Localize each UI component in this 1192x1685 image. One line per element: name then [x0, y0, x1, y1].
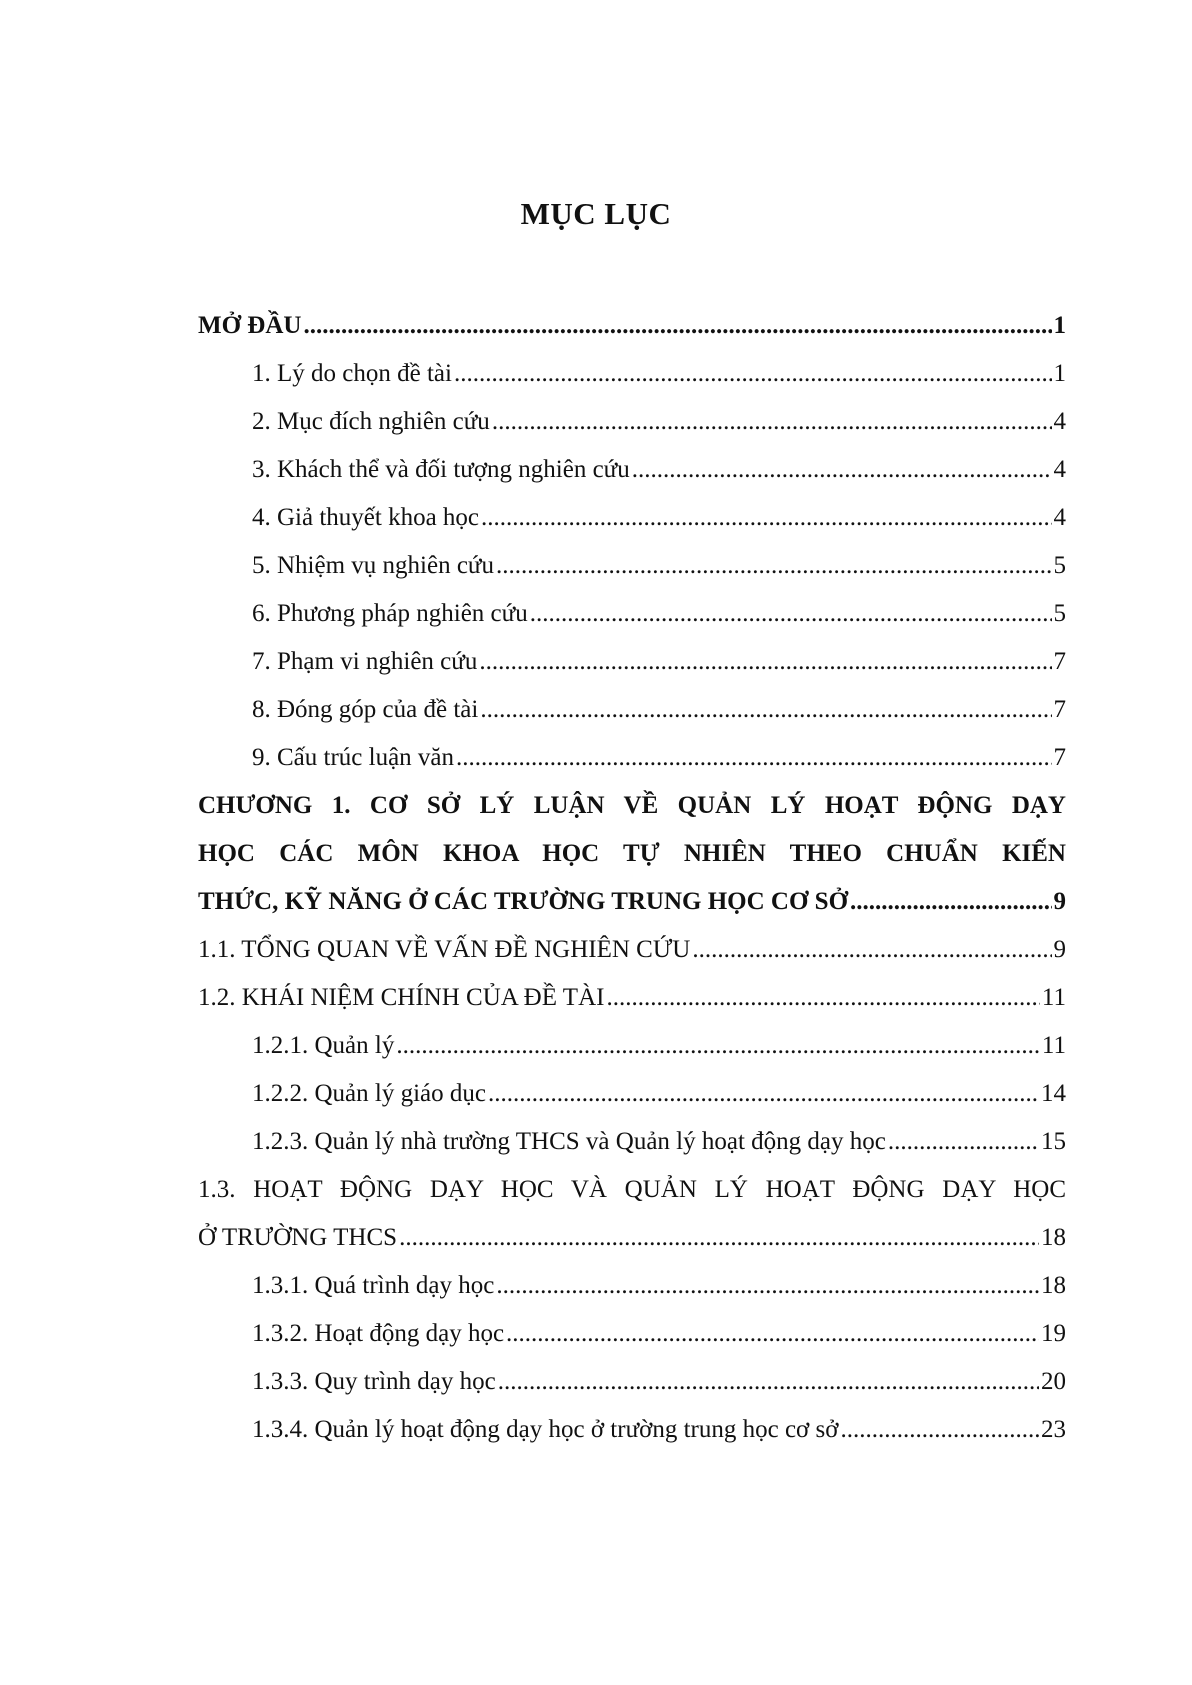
toc-entry-chuong-1-line-2[interactable]	[198, 830, 1066, 878]
toc-entry-text: Ở TRƯỜNG THCS	[198, 1224, 398, 1251]
toc-page-number: 19	[1041, 1320, 1066, 1347]
toc-page-number: 9	[1053, 936, 1066, 963]
toc-entry-mo-dau[interactable]	[198, 302, 1066, 350]
toc-entry-text: HỌC CÁC MÔN KHOA HỌC TỰ NHIÊN THEO CHUẨN KIẾN	[198, 840, 1066, 867]
toc-leader-dots	[498, 1358, 1039, 1406]
toc-leader-dots	[480, 686, 1051, 734]
toc-page-number: 11	[1041, 984, 1066, 1011]
toc-entry-text: 6. Phương pháp nghiên cứu	[252, 600, 528, 627]
toc-page-number: 20	[1041, 1368, 1066, 1395]
toc-entry-1-1[interactable]	[198, 926, 1066, 974]
toc-entry-text: 5. Nhiệm vụ nghiên cứu	[252, 552, 494, 579]
toc-leader-dots	[496, 1262, 1039, 1310]
toc-entry-text: MỞ ĐẦU	[198, 312, 302, 339]
toc-leader-dots	[496, 542, 1052, 590]
toc-entry-text: THỨC, KỸ NĂNG Ở CÁC TRƯỜNG TRUNG HỌC CƠ SỞ	[198, 888, 849, 915]
toc-page-number: 4	[1053, 408, 1066, 435]
toc-leader-dots	[850, 878, 1051, 926]
toc-entry-text: 4. Giả thuyết khoa học	[252, 504, 480, 531]
toc-entry-dong-gop[interactable]	[198, 686, 1066, 734]
toc-page-number: 5	[1053, 552, 1066, 579]
toc-entry-khach-the[interactable]	[198, 446, 1066, 494]
toc-entry-text: 1.3.2. Hoạt động dạy học	[252, 1320, 505, 1347]
toc-entry-chuong-1-line-3[interactable]	[198, 878, 1066, 926]
toc-entry-1-3-line-2[interactable]	[198, 1214, 1066, 1262]
toc-entry-text: 1.2.1. Quản lý	[252, 1032, 395, 1059]
toc-page-number: 18	[1041, 1272, 1066, 1299]
toc-page-number: 11	[1041, 1032, 1066, 1059]
toc-page-number: 7	[1053, 744, 1066, 771]
toc-leader-dots	[840, 1406, 1039, 1454]
toc-page-number: 7	[1053, 696, 1066, 723]
toc-leader-dots	[606, 974, 1039, 1022]
toc-entry-text: 1.3. HOẠT ĐỘNG DẠY HỌC VÀ QUẢN LÝ HOẠT ĐỘNG DẠY HỌC	[198, 1176, 1066, 1203]
toc-entry-nhiem-vu[interactable]	[198, 542, 1066, 590]
toc-entry-1-2-3[interactable]	[198, 1118, 1066, 1166]
toc-entry-text: 3. Khách thể và đối tượng nghiên cứu	[252, 456, 630, 483]
toc-page-number: 4	[1053, 504, 1066, 531]
toc-page-number: 15	[1041, 1128, 1066, 1155]
toc-page-number: 9	[1053, 888, 1066, 915]
toc-entry-gia-thuyet[interactable]	[198, 494, 1066, 542]
toc-entry-text: 1.3.3. Quy trình dạy học	[252, 1368, 496, 1395]
toc-page-number: 5	[1053, 600, 1066, 627]
toc-leader-dots	[399, 1214, 1039, 1262]
toc-entry-ly-do[interactable]	[198, 350, 1066, 398]
toc-entry-text: 1. Lý do chọn đề tài	[252, 360, 452, 387]
toc-entry-text: 8. Đóng góp của đề tài	[252, 696, 479, 723]
toc-entry-text: 7. Phạm vi nghiên cứu	[252, 648, 478, 675]
toc-page-number: 1	[1053, 360, 1066, 387]
toc-entry-text: CHƯƠNG 1. CƠ SỞ LÝ LUẬN VỀ QUẢN LÝ HOẠT ĐỘNG DẠY	[198, 792, 1066, 819]
toc-leader-dots	[303, 302, 1051, 350]
toc-entry-1-3-3[interactable]	[198, 1358, 1066, 1406]
table-of-contents	[198, 302, 1066, 1454]
toc-entry-chuong-1-line-1[interactable]	[198, 782, 1066, 830]
toc-leader-dots	[632, 446, 1052, 494]
toc-leader-dots	[492, 398, 1052, 446]
toc-entry-muc-dich[interactable]	[198, 398, 1066, 446]
toc-entry-pham-vi[interactable]	[198, 638, 1066, 686]
toc-entry-text: 1.3.4. Quản lý hoạt động dạy học ở trường trung học cơ sở	[252, 1416, 839, 1443]
toc-leader-dots	[888, 1118, 1039, 1166]
toc-entry-1-3-2[interactable]	[198, 1310, 1066, 1358]
toc-page-number: 23	[1041, 1416, 1066, 1443]
toc-entry-phuong-phap[interactable]	[198, 590, 1066, 638]
toc-entry-text: 9. Cấu trúc luận văn	[252, 744, 455, 771]
toc-leader-dots	[530, 590, 1052, 638]
toc-leader-dots	[488, 1070, 1039, 1118]
toc-entry-text: 2. Mục đích nghiên cứu	[252, 408, 490, 435]
toc-entry-cau-truc[interactable]	[198, 734, 1066, 782]
toc-page-number: 14	[1041, 1080, 1066, 1107]
toc-leader-dots	[396, 1022, 1040, 1070]
toc-entry-text: 1.2.2. Quản lý giáo dục	[252, 1080, 486, 1107]
toc-leader-dots	[506, 1310, 1039, 1358]
toc-page-number: 18	[1041, 1224, 1066, 1251]
toc-entry-text: 1.2.3. Quản lý nhà trường THCS và Quản lý hoạt động dạy học	[252, 1128, 886, 1155]
toc-entry-1-3-4[interactable]	[198, 1406, 1066, 1454]
toc-page-number: 4	[1053, 456, 1066, 483]
toc-leader-dots	[481, 494, 1051, 542]
toc-leader-dots	[456, 734, 1051, 782]
page-title: MỤC LỤC	[520, 196, 672, 231]
toc-entry-text: 1.1. TỔNG QUAN VỀ VẤN ĐỀ NGHIÊN CỨU	[198, 936, 691, 963]
toc-entry-text: 1.2. KHÁI NIỆM CHÍNH CỦA ĐỀ TÀI	[198, 984, 605, 1011]
toc-leader-dots	[692, 926, 1051, 974]
toc-entry-1-3-1[interactable]	[198, 1262, 1066, 1310]
toc-entry-1-2-2[interactable]	[198, 1070, 1066, 1118]
toc-page-number: 7	[1053, 648, 1066, 675]
toc-leader-dots	[479, 638, 1051, 686]
toc-entry-1-2-1[interactable]	[198, 1022, 1066, 1070]
toc-entry-1-3-line-1[interactable]	[198, 1166, 1066, 1214]
toc-leader-dots	[454, 350, 1052, 398]
toc-page-number: 1	[1053, 312, 1066, 339]
toc-entry-text: 1.3.1. Quá trình dạy học	[252, 1272, 495, 1299]
toc-entry-1-2[interactable]	[198, 974, 1066, 1022]
